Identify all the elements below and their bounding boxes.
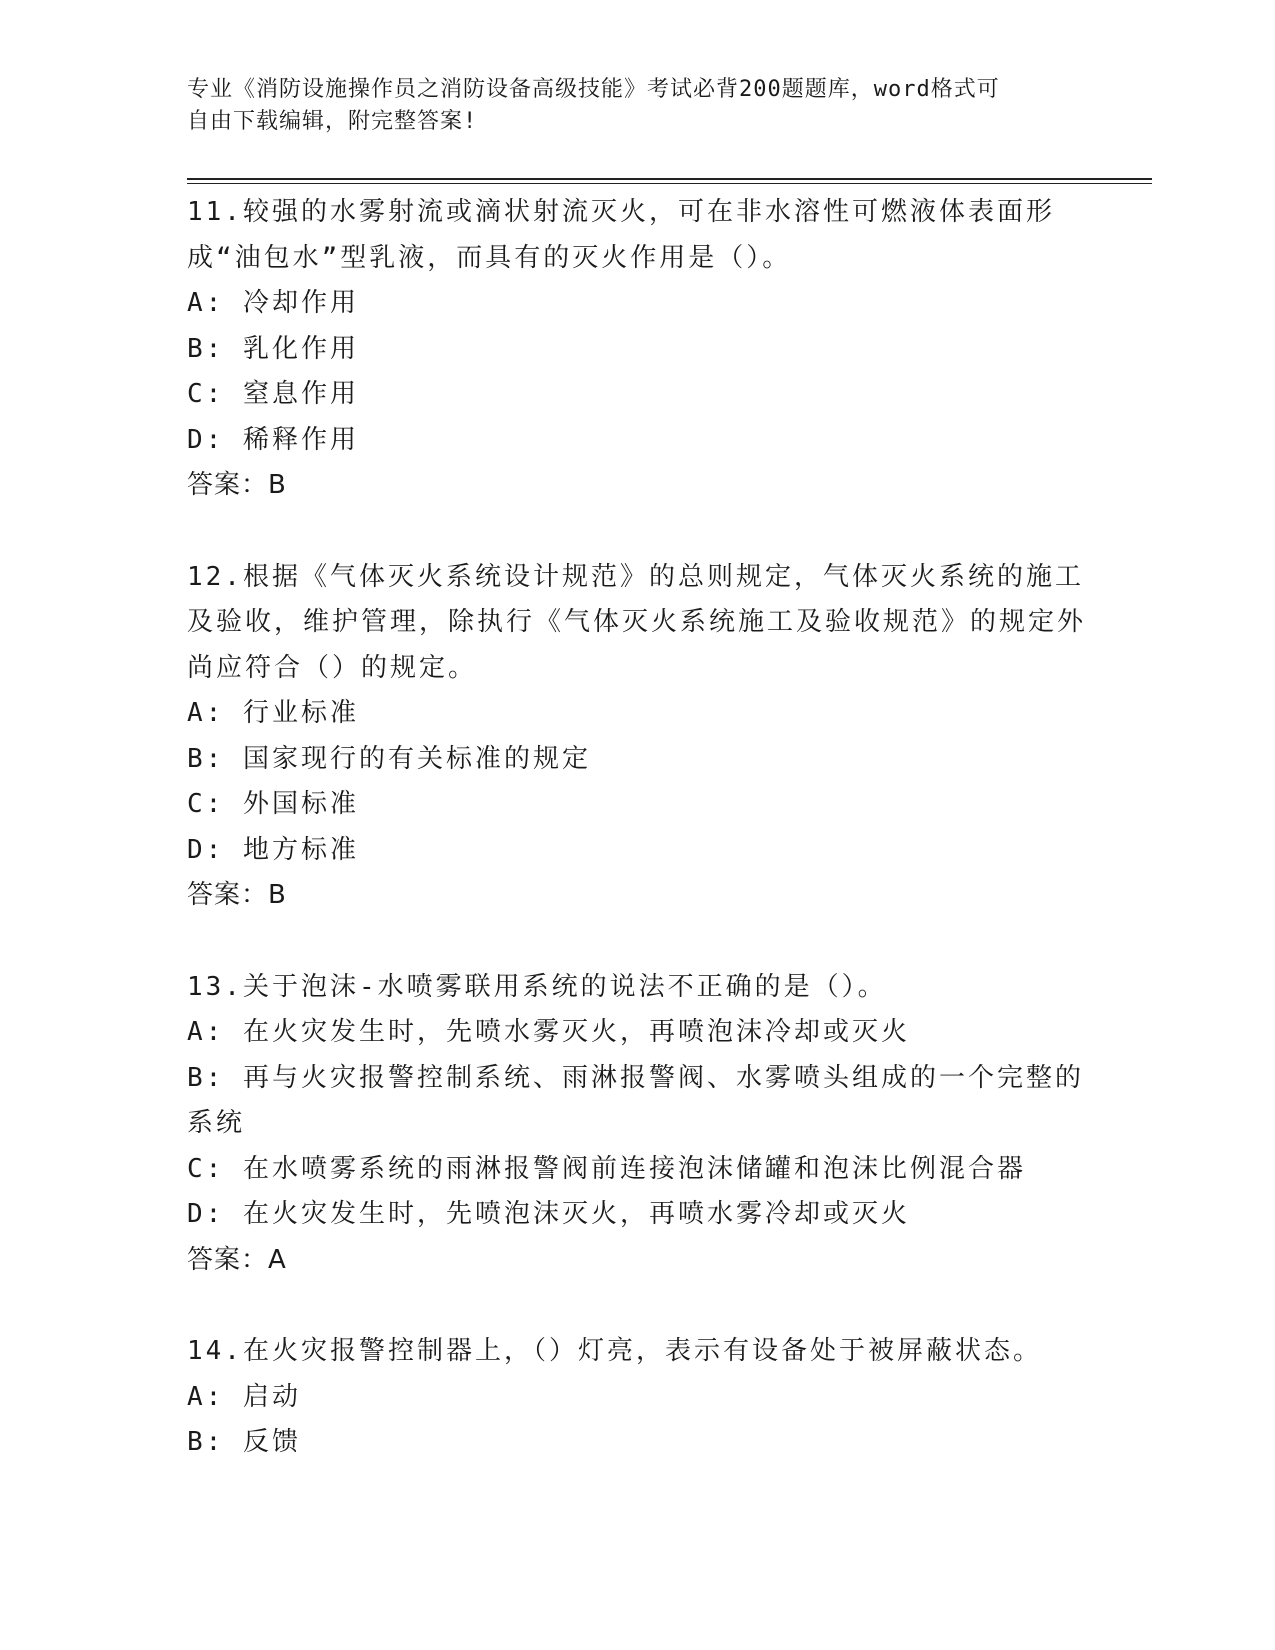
- option-a: A: 行业标准: [187, 698, 359, 728]
- document-header: [187, 74, 1067, 138]
- option-d: D: 地方标准: [187, 834, 359, 865]
- header-divider-thick: [187, 178, 1152, 180]
- option-d: D: 稀释作用: [187, 424, 359, 455]
- header-line-1: 专业《消防设施操作员之消防设备高级技能》考试必背200题题库，word格式可: [187, 77, 1000, 102]
- option-a: A: 冷却作用: [187, 288, 359, 318]
- header-line-2: 自由下载编辑，附完整答案!: [187, 109, 478, 134]
- question-stem: 12.根据《气体灭火系统设计规范》的总则规定，气体灭火系统的施工及验收，维护管理，除执行《气体灭火系统施工及验收规范》的规定外尚应符合（）的规定。: [187, 561, 1087, 683]
- question-stem: 11.较强的水雾射流或滴状射流灭火，可在非水溶性可燃液体表面形成“油包水”型乳液，而具有的灭火作用是（）。: [187, 197, 1055, 273]
- option-a: A: 在火灾发生时，先喷水雾灭火，再喷泡沫冷却或灭火: [187, 1017, 910, 1047]
- header-divider-thin: [187, 183, 1152, 184]
- option-c: C: 外国标准: [187, 789, 359, 819]
- option-b: B: 再与火灾报警控制系统、雨淋报警阀、水雾喷头组成的一个完整的系统: [187, 1062, 1084, 1138]
- question-14: [187, 1329, 1087, 1466]
- option-a: A: 启动: [187, 1381, 301, 1412]
- answer: 答案：B: [187, 470, 287, 500]
- question-stem: 14.在火灾报警控制器上，（）灯亮，表示有设备处于被屏蔽状态。: [187, 1336, 1042, 1366]
- question-11: [187, 190, 1087, 509]
- option-c: C: 窒息作用: [187, 379, 359, 409]
- question-12: [187, 555, 1087, 919]
- option-b: B: 国家现行的有关标准的规定: [187, 743, 591, 774]
- question-stem: 13.关于泡沫-水喷雾联用系统的说法不正确的是（）。: [187, 971, 887, 1002]
- answer: 答案：B: [187, 880, 287, 910]
- answer: 答案：A: [187, 1244, 287, 1275]
- question-13: [187, 965, 1087, 1284]
- option-d: D: 在火灾发生时，先喷泡沫灭火，再喷水雾冷却或灭火: [187, 1199, 910, 1229]
- question-list: [187, 190, 1087, 1466]
- option-c: C: 在水喷雾系统的雨淋报警阀前连接泡沫储罐和泡沫比例混合器: [187, 1153, 1026, 1184]
- option-b: B: 乳化作用: [187, 333, 359, 364]
- option-b: B: 反馈: [187, 1427, 301, 1457]
